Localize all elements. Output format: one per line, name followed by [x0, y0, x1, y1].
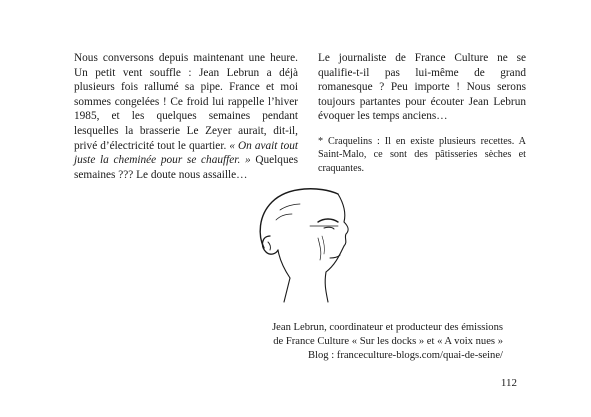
page-number: 112 — [500, 377, 517, 389]
photo-caption — [203, 321, 503, 362]
caption-line-2: de France Culture « Sur les docks » et « A voix nues » — [273, 335, 503, 347]
caption-line-1: Jean Lebrun, coordinateur et producteur des émissions — [272, 322, 503, 333]
quote-cheminee: « On avait tout juste la cheminée pour se chauffer. » — [74, 139, 299, 167]
paragraph-conversation-text: Nous conversons depuis maintenant une heure. Un petit vent souffle : Jean Lebrun a déjà plusieurs fois rallumé sa pipe. France et moi sommes congelées ! Ce froid lui rappelle l’hiver 1985, et les quelques semaines pendant lesquelles la brasserie Le Zeyer aurait, dit-il, privé d’électricité tout le quartier. — [74, 52, 298, 152]
paragraph-doubt: Quelques semaines ??? Le doute nous assaille… — [74, 154, 299, 181]
paragraph-conversation — [74, 51, 298, 182]
caption-blog-link: Blog : franceculture-blogs.com/quai-de-seine/ — [307, 349, 503, 361]
footnote-craquelins: * Craquelins : Il en existe plusieurs recettes. A Saint-Malo, ce sont des pâtisseries sèches et craquantes. — [318, 135, 526, 174]
right-column — [318, 51, 526, 175]
portrait-sketch-icon — [240, 180, 360, 305]
left-column — [74, 51, 298, 182]
paragraph-journalist: Le journaliste de France Culture ne se qualifie-t-il pas lui-même de grand romanesque ? Peu importe ! Nous serons toujours partantes pour écouter Jean Lebrun évoquer les temps anciens… — [318, 52, 526, 123]
